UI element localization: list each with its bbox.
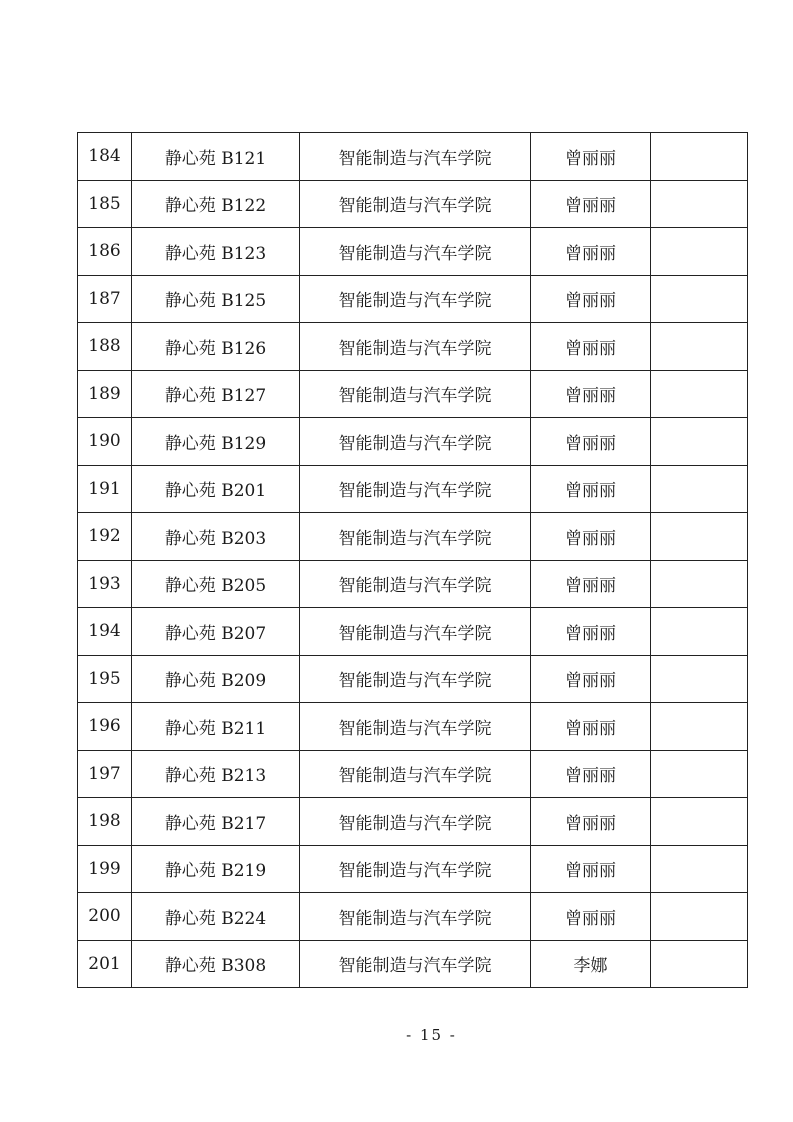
row-number-cell: 188 bbox=[78, 323, 132, 371]
college-cell: 智能制造与汽车学院 bbox=[300, 703, 531, 751]
college-cell: 智能制造与汽车学院 bbox=[300, 418, 531, 466]
row-number-cell: 187 bbox=[78, 275, 132, 323]
person-cell: 曾丽丽 bbox=[531, 465, 651, 513]
college-cell: 智能制造与汽车学院 bbox=[300, 655, 531, 703]
person-cell: 曾丽丽 bbox=[531, 513, 651, 561]
person-cell: 曾丽丽 bbox=[531, 703, 651, 751]
college-cell: 智能制造与汽车学院 bbox=[300, 133, 531, 181]
table-row bbox=[78, 560, 748, 608]
person-cell: 曾丽丽 bbox=[531, 228, 651, 276]
person-cell: 曾丽丽 bbox=[531, 133, 651, 181]
room-cell: 静心苑 B201 bbox=[132, 465, 300, 513]
room-cell: 静心苑 B209 bbox=[132, 655, 300, 703]
table-row bbox=[78, 418, 748, 466]
college-cell: 智能制造与汽车学院 bbox=[300, 750, 531, 798]
table-row bbox=[78, 940, 748, 988]
college-cell: 智能制造与汽车学院 bbox=[300, 513, 531, 561]
table-row bbox=[78, 655, 748, 703]
college-cell: 智能制造与汽车学院 bbox=[300, 275, 531, 323]
college-cell: 智能制造与汽车学院 bbox=[300, 323, 531, 371]
row-number-cell: 201 bbox=[78, 940, 132, 988]
person-cell: 曾丽丽 bbox=[531, 798, 651, 846]
room-cell: 静心苑 B213 bbox=[132, 750, 300, 798]
remarks-cell bbox=[651, 133, 748, 181]
remarks-cell bbox=[651, 228, 748, 276]
person-cell: 曾丽丽 bbox=[531, 750, 651, 798]
remarks-cell bbox=[651, 275, 748, 323]
row-number-cell: 185 bbox=[78, 180, 132, 228]
person-cell: 李娜 bbox=[531, 940, 651, 988]
room-cell: 静心苑 B217 bbox=[132, 798, 300, 846]
dormitory-table bbox=[77, 132, 748, 988]
person-cell: 曾丽丽 bbox=[531, 323, 651, 371]
remarks-cell bbox=[651, 798, 748, 846]
row-number-cell: 200 bbox=[78, 893, 132, 941]
table-row bbox=[78, 750, 748, 798]
row-number-cell: 198 bbox=[78, 798, 132, 846]
row-number-cell: 197 bbox=[78, 750, 132, 798]
table-row bbox=[78, 323, 748, 371]
remarks-cell bbox=[651, 323, 748, 371]
table-row bbox=[78, 180, 748, 228]
table-row bbox=[78, 133, 748, 181]
college-cell: 智能制造与汽车学院 bbox=[300, 465, 531, 513]
remarks-cell bbox=[651, 750, 748, 798]
remarks-cell bbox=[651, 465, 748, 513]
room-cell: 静心苑 B308 bbox=[132, 940, 300, 988]
room-cell: 静心苑 B203 bbox=[132, 513, 300, 561]
person-cell: 曾丽丽 bbox=[531, 845, 651, 893]
row-number-cell: 189 bbox=[78, 370, 132, 418]
remarks-cell bbox=[651, 608, 748, 656]
row-number-cell: 194 bbox=[78, 608, 132, 656]
table-row bbox=[78, 370, 748, 418]
room-cell: 静心苑 B121 bbox=[132, 133, 300, 181]
remarks-cell bbox=[651, 655, 748, 703]
table-row bbox=[78, 845, 748, 893]
row-number-cell: 191 bbox=[78, 465, 132, 513]
table-body bbox=[78, 133, 748, 988]
person-cell: 曾丽丽 bbox=[531, 655, 651, 703]
table-row bbox=[78, 893, 748, 941]
remarks-cell bbox=[651, 893, 748, 941]
row-number-cell: 196 bbox=[78, 703, 132, 751]
table-row bbox=[78, 703, 748, 751]
row-number-cell: 192 bbox=[78, 513, 132, 561]
person-cell: 曾丽丽 bbox=[531, 370, 651, 418]
person-cell: 曾丽丽 bbox=[531, 560, 651, 608]
row-number-cell: 193 bbox=[78, 560, 132, 608]
page-number: - 15 - bbox=[406, 1026, 457, 1044]
row-number-cell: 190 bbox=[78, 418, 132, 466]
college-cell: 智能制造与汽车学院 bbox=[300, 893, 531, 941]
room-cell: 静心苑 B125 bbox=[132, 275, 300, 323]
table-row bbox=[78, 275, 748, 323]
room-cell: 静心苑 B207 bbox=[132, 608, 300, 656]
room-cell: 静心苑 B122 bbox=[132, 180, 300, 228]
row-number-cell: 186 bbox=[78, 228, 132, 276]
college-cell: 智能制造与汽车学院 bbox=[300, 798, 531, 846]
remarks-cell bbox=[651, 370, 748, 418]
row-number-cell: 195 bbox=[78, 655, 132, 703]
table-row bbox=[78, 608, 748, 656]
room-cell: 静心苑 B224 bbox=[132, 893, 300, 941]
person-cell: 曾丽丽 bbox=[531, 418, 651, 466]
remarks-cell bbox=[651, 560, 748, 608]
remarks-cell bbox=[651, 940, 748, 988]
row-number-cell: 199 bbox=[78, 845, 132, 893]
room-cell: 静心苑 B219 bbox=[132, 845, 300, 893]
person-cell: 曾丽丽 bbox=[531, 608, 651, 656]
person-cell: 曾丽丽 bbox=[531, 275, 651, 323]
college-cell: 智能制造与汽车学院 bbox=[300, 228, 531, 276]
room-cell: 静心苑 B123 bbox=[132, 228, 300, 276]
remarks-cell bbox=[651, 513, 748, 561]
room-cell: 静心苑 B127 bbox=[132, 370, 300, 418]
row-number-cell: 184 bbox=[78, 133, 132, 181]
remarks-cell bbox=[651, 180, 748, 228]
table-row bbox=[78, 513, 748, 561]
remarks-cell bbox=[651, 418, 748, 466]
table-row bbox=[78, 228, 748, 276]
table-row bbox=[78, 798, 748, 846]
remarks-cell bbox=[651, 845, 748, 893]
remarks-cell bbox=[651, 703, 748, 751]
room-cell: 静心苑 B205 bbox=[132, 560, 300, 608]
college-cell: 智能制造与汽车学院 bbox=[300, 845, 531, 893]
room-cell: 静心苑 B129 bbox=[132, 418, 300, 466]
college-cell: 智能制造与汽车学院 bbox=[300, 940, 531, 988]
table-row bbox=[78, 465, 748, 513]
college-cell: 智能制造与汽车学院 bbox=[300, 180, 531, 228]
person-cell: 曾丽丽 bbox=[531, 180, 651, 228]
room-cell: 静心苑 B211 bbox=[132, 703, 300, 751]
person-cell: 曾丽丽 bbox=[531, 893, 651, 941]
room-cell: 静心苑 B126 bbox=[132, 323, 300, 371]
college-cell: 智能制造与汽车学院 bbox=[300, 370, 531, 418]
college-cell: 智能制造与汽车学院 bbox=[300, 560, 531, 608]
college-cell: 智能制造与汽车学院 bbox=[300, 608, 531, 656]
